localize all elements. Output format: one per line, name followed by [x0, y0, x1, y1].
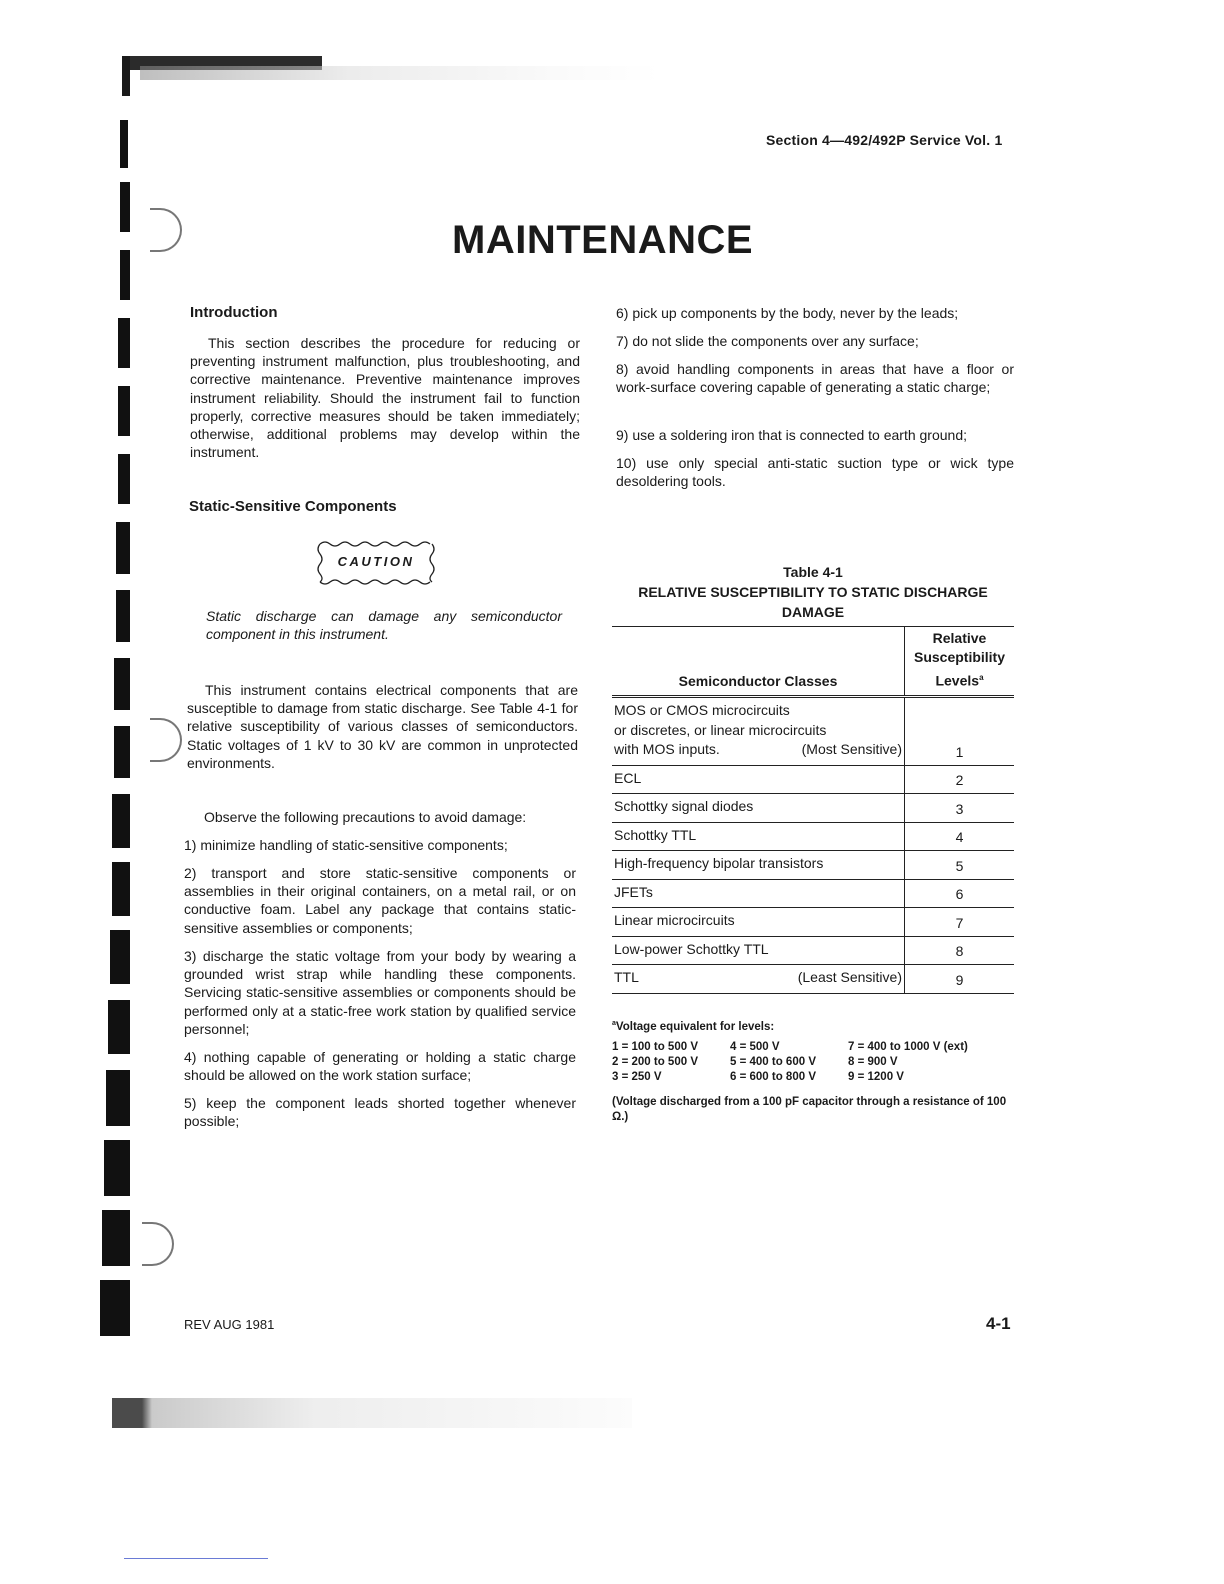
- row-3-level: 3: [905, 794, 1015, 823]
- caution-box: [316, 540, 436, 586]
- susceptibility-table: [612, 626, 1014, 994]
- row-6-level: 6: [905, 879, 1015, 908]
- row-9-note: (Least Sensitive): [797, 969, 902, 985]
- table-row: [612, 965, 1014, 994]
- row-5-class: High-frequency bipolar transistors: [612, 851, 905, 880]
- footnote-title: $^a$Voltage equivalent for levels:: [612, 1020, 775, 1033]
- voltage-level: 9 = 1200 V: [848, 1071, 904, 1083]
- page-title: MAINTENANCE: [452, 218, 754, 262]
- voltage-level: 4 = 500 V: [730, 1041, 780, 1053]
- row-9-class: TTL: [614, 969, 639, 985]
- voltage-level: 5 = 400 to 600 V: [730, 1056, 816, 1068]
- column-header-level: Relative Susceptibility Levels$^a$: [905, 627, 1015, 697]
- table-row: [612, 908, 1014, 937]
- caution-text: Static discharge can damage any semiconductor component in this instrument.: [206, 608, 562, 642]
- punch-hole-middle: [150, 718, 182, 762]
- table-row: [612, 822, 1014, 851]
- precaution-9: 9) use a soldering iron that is connected to earth ground;: [616, 427, 967, 443]
- page-number: 4-1: [986, 1314, 1011, 1333]
- row-5-level: 5: [905, 851, 1015, 880]
- table-row: [612, 936, 1014, 965]
- row-9-level: 9: [905, 965, 1015, 994]
- bottom-rule: [124, 1558, 268, 1559]
- column-header-mark: a: [979, 672, 984, 682]
- precaution-3: 3) discharge the static voltage from your body by wearing a grounded wrist strap while handling these components. Servicing static-sensitive assemblies or components should be performed only at a static-free work station by qualified service personnel;: [184, 948, 576, 1037]
- introduction-heading: Introduction: [190, 304, 278, 321]
- static-body: This instrument contains electrical components that are susceptible to damage from static discharge. See Table 4-1 for relative susceptibility of various classes of semiconductors. Static voltages of 1 kV to 30 kV are common in unprotected environments.: [187, 682, 578, 771]
- voltage-level: 3 = 250 V: [612, 1071, 662, 1083]
- punch-hole-top: [150, 208, 182, 252]
- voltage-level: 1 = 100 to 500 V: [612, 1041, 698, 1053]
- table-header-row: [612, 627, 1014, 697]
- precaution-8: 8) avoid handling components in areas that have a floor or work-surface covering capable of generating a static charge;: [616, 361, 1014, 396]
- row-2-class: ECL: [612, 765, 905, 794]
- row-7-level: 7: [905, 908, 1015, 937]
- row-1-class: with MOS inputs.: [614, 741, 720, 757]
- punch-hole-bottom: [142, 1222, 174, 1266]
- voltage-level: 7 = 400 to 1000 V (ext): [848, 1041, 968, 1053]
- footnote-mark: a: [612, 1020, 616, 1027]
- row-7-class: Linear microcircuits: [612, 908, 905, 937]
- table-row: [612, 794, 1014, 823]
- scan-edge-top-corner: [122, 56, 130, 96]
- observe-text: Observe the following precautions to avoid damage:: [204, 809, 527, 825]
- precaution-2: 2) transport and store static-sensitive components or assemblies in their original containers, on a metal rail, or on conductive foam. Label any package that contains static-sensitive assemblies or components;: [184, 865, 576, 936]
- row-8-class: Low-power Schottky TTL: [612, 936, 905, 965]
- table-row: [612, 765, 1014, 794]
- row-1-note: (Most Sensitive): [801, 741, 902, 757]
- footnote-note: (Voltage discharged from a 100 pF capacitor through a resistance of 100 Ω.): [612, 1096, 1007, 1123]
- row-1-level: 1: [905, 697, 1015, 766]
- voltage-level: 2 = 200 to 500 V: [612, 1056, 698, 1068]
- revision-date: REV AUG 1981: [184, 1317, 275, 1332]
- table-number: Table 4-1: [783, 564, 843, 580]
- column-header-class: Semiconductor Classes: [612, 627, 905, 697]
- table-row: [612, 879, 1014, 908]
- precaution-10: 10) use only special anti-static suction type or wick type desoldering tools.: [616, 455, 1014, 490]
- caution-label: CAUTION: [337, 554, 415, 569]
- voltage-level: 8 = 900 V: [848, 1056, 898, 1068]
- row-8-level: 8: [905, 936, 1015, 965]
- row-3-class: Schottky signal diodes: [612, 794, 905, 823]
- section-header: Section 4—492/492P Service Vol. 1: [766, 132, 1003, 148]
- static-heading: Static-Sensitive Components: [189, 498, 397, 515]
- binder-tabs: [100, 110, 140, 1410]
- scan-noise-top: [140, 66, 660, 80]
- precaution-4: 4) nothing capable of generating or holding a static charge should be allowed on the work station surface;: [184, 1049, 576, 1084]
- row-4-class: Schottky TTL: [612, 822, 905, 851]
- scan-noise-bottom: [112, 1398, 632, 1428]
- row-6-class: JFETs: [612, 879, 905, 908]
- table-row: [612, 851, 1014, 880]
- precaution-1: 1) minimize handling of static-sensitive components;: [184, 837, 508, 853]
- row-4-level: 4: [905, 822, 1015, 851]
- voltage-level: 6 = 600 to 800 V: [730, 1071, 816, 1083]
- table-row: [612, 697, 1014, 766]
- precaution-7: 7) do not slide the components over any surface;: [616, 333, 919, 349]
- precaution-6: 6) pick up components by the body, never by the leads;: [616, 305, 959, 321]
- precaution-5: 5) keep the component leads shorted together whenever possible;: [184, 1095, 576, 1130]
- row-1-class-line-2: or discretes, or linear microcircuits: [614, 721, 827, 738]
- row-1-class-line-1: MOS or CMOS microcircuits: [614, 702, 790, 718]
- table-title: RELATIVE SUSCEPTIBILITY TO STATIC DISCHARGE DAMAGE: [638, 584, 988, 620]
- introduction-text: This section describes the procedure for reducing or preventing instrument malfunction, plus troubleshooting, and corrective maintenance. Preventive maintenance improves instrument reliability. Should the instrument fail to function properly, corrective measures should be taken immediately; otherwise, additional problems may develop within the instrument.: [190, 335, 580, 461]
- row-2-level: 2: [905, 765, 1015, 794]
